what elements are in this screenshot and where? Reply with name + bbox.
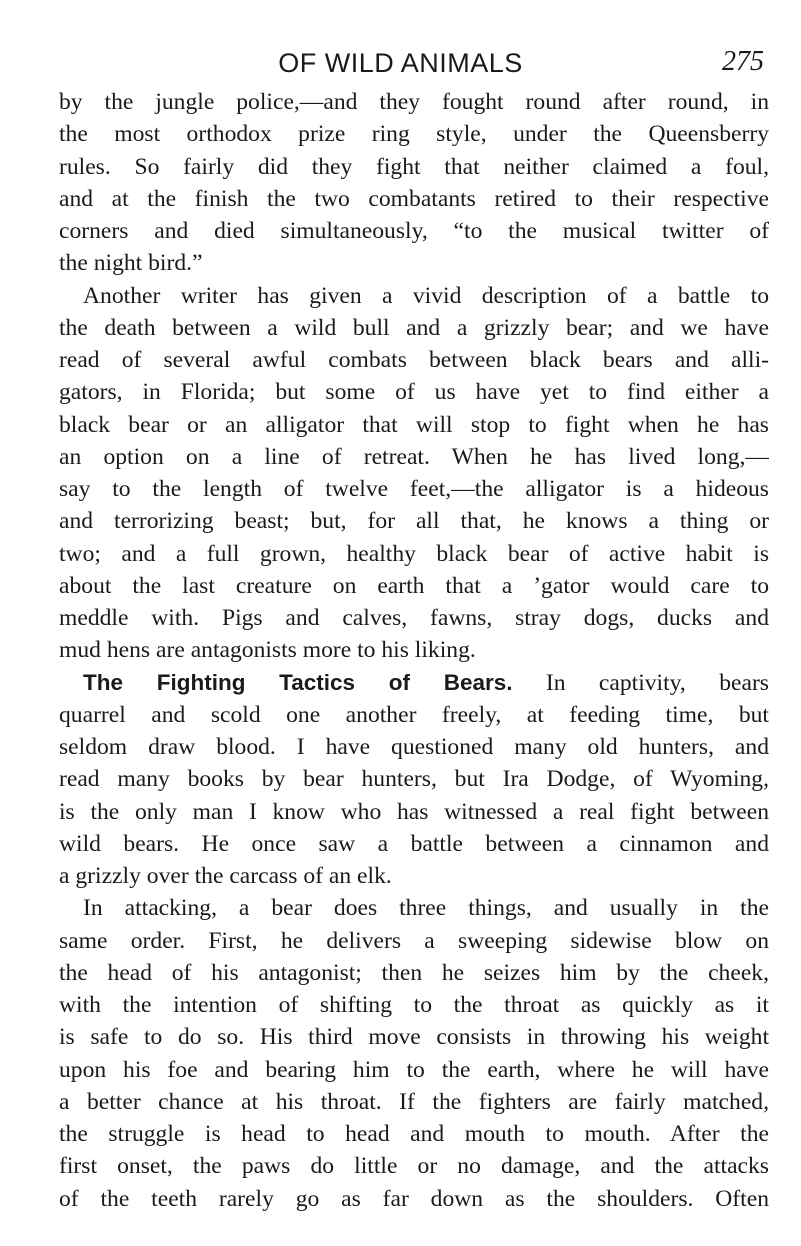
text-line: and terrorizing beast; but, for all that, he knows a thing or <box>59 508 769 535</box>
text-line: of the teeth rarely go as far down as the shoulders. Often <box>59 1185 769 1212</box>
text-line: a better chance at his throat. If the fighters are fairly matched, <box>59 1088 769 1115</box>
text-line: same order. First, he delivers a sweeping sidewise blow on <box>59 927 769 954</box>
text-line: an option on a line of retreat. When he has lived long,— <box>59 443 769 470</box>
text-line: and at the finish the two combatants retired to their respective <box>59 185 769 212</box>
text-line: by the jungle police,—and they fought round after round, in <box>59 89 769 115</box>
text-line: the death between a wild bull and a grizzly bear; and we have <box>59 314 769 341</box>
page-header <box>0 46 801 86</box>
text-line: rules. So fairly did they fight that neither claimed a foul, <box>59 153 769 180</box>
section-heading: The Fighting Tactics of Bears. <box>83 669 513 695</box>
text-line: a grizzly over the carcass of an elk. <box>59 863 392 889</box>
text-line-continuation: In captivity, bears <box>512 669 769 696</box>
text-line: wild bears. He once saw a battle between a cinnamon and <box>59 830 769 857</box>
text-line: two; and a full grown, healthy black bear of active habit is <box>59 540 769 567</box>
text-line: upon his foe and bearing him to the earth, where he will have <box>59 1056 769 1083</box>
text-line <box>59 667 769 699</box>
text-line: gators, in Florida; but some of us have yet to find either a <box>59 379 769 406</box>
text-line: the night bird.” <box>59 250 203 277</box>
text-line: black bear or an alligator that will stop to fight when he has <box>59 411 769 438</box>
text-line: is the only man I know who has witnessed a real fight between <box>59 798 769 825</box>
text-line: is safe to do so. His third move consists in throwing his weight <box>59 1024 769 1051</box>
text-line: mud hens are antagonists more to his liking. <box>59 637 476 664</box>
text-line: the head of his antagonist; then he seizes him by the cheek, <box>59 959 769 986</box>
text-line: the most orthodox prize ring style, under the Queensberry <box>59 121 769 148</box>
text-line: read of several awful combats between black bears and alli- <box>59 347 769 373</box>
body-text <box>59 86 769 1215</box>
text-line: corners and died simultaneously, “to the musical twitter of <box>59 218 769 244</box>
text-line: the struggle is head to head and mouth to mouth. After the <box>59 1121 769 1147</box>
text-line: In attacking, a bear does three things, and usually in the <box>83 895 769 922</box>
text-line: quarrel and scold one another freely, at feeding time, but <box>59 701 769 728</box>
text-line: about the last creature on earth that a ’gator would care to <box>59 572 769 599</box>
running-title: OF WILD ANIMALS <box>278 48 523 78</box>
text-line: Another writer has given a vivid description of a battle to <box>83 282 769 309</box>
text-line: read many books by bear hunters, but Ira Dodge, of Wyoming, <box>59 766 769 793</box>
text-line: first onset, the paws do little or no damage, and the attacks <box>59 1153 769 1180</box>
text-line: seldom draw blood. I have questioned many old hunters, and <box>59 734 769 760</box>
text-line: with the intention of shifting to the throat as quickly as it <box>59 992 769 1018</box>
text-line: meddle with. Pigs and calves, fawns, stray dogs, ducks and <box>59 605 769 631</box>
text-line: say to the length of twelve feet,—the alligator is a hideous <box>59 476 769 502</box>
page-number: 275 <box>722 46 764 77</box>
